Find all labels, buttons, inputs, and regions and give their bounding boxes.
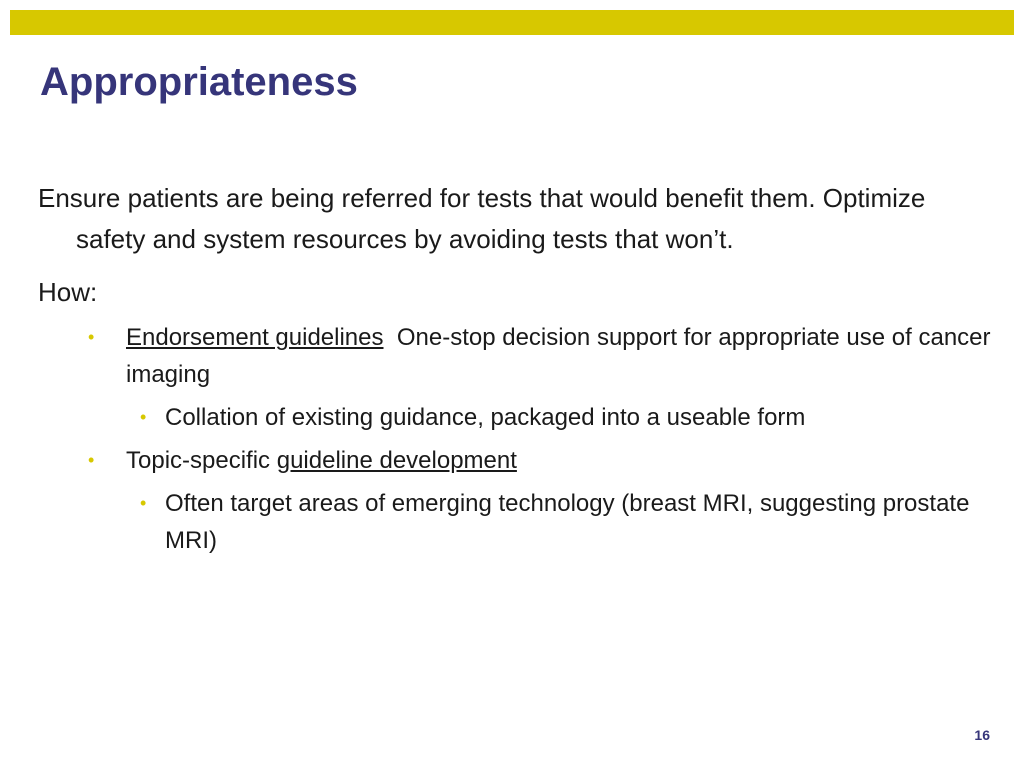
bullet-text: One-stop decision support for appropriate use of cancer imaging xyxy=(126,324,998,388)
slide-number: 16 xyxy=(974,727,990,743)
sub-bullet-item xyxy=(38,399,998,436)
bullet-item xyxy=(38,319,998,393)
guideline-development-link[interactable]: guideline development xyxy=(276,447,517,474)
bullet-item xyxy=(38,442,998,479)
bullet-text: Topic-specific xyxy=(126,447,277,474)
bullet-icon: • xyxy=(88,450,95,470)
intro-paragraph: Ensure patients are being referred for tests that would benefit them. Optimize safety and system resources by avoiding tests that won’t. xyxy=(38,183,926,254)
bullet-icon: • xyxy=(88,327,95,347)
slide-title: Appropriateness xyxy=(40,60,358,104)
sub-bullet-item xyxy=(38,485,998,559)
sub-bullet-text: Collation of existing guidance, packaged into a useable form xyxy=(165,404,806,431)
slide-body xyxy=(38,178,998,559)
endorsement-guidelines-link[interactable]: Endorsement guidelines xyxy=(126,324,384,351)
accent-bar xyxy=(10,10,1014,35)
bullet-icon: • xyxy=(140,493,147,513)
bullet-icon: • xyxy=(140,407,147,427)
sub-bullet-text: Often target areas of emerging technology (breast MRI, suggesting prostate MRI) xyxy=(165,490,970,554)
how-label: How: xyxy=(38,277,98,307)
